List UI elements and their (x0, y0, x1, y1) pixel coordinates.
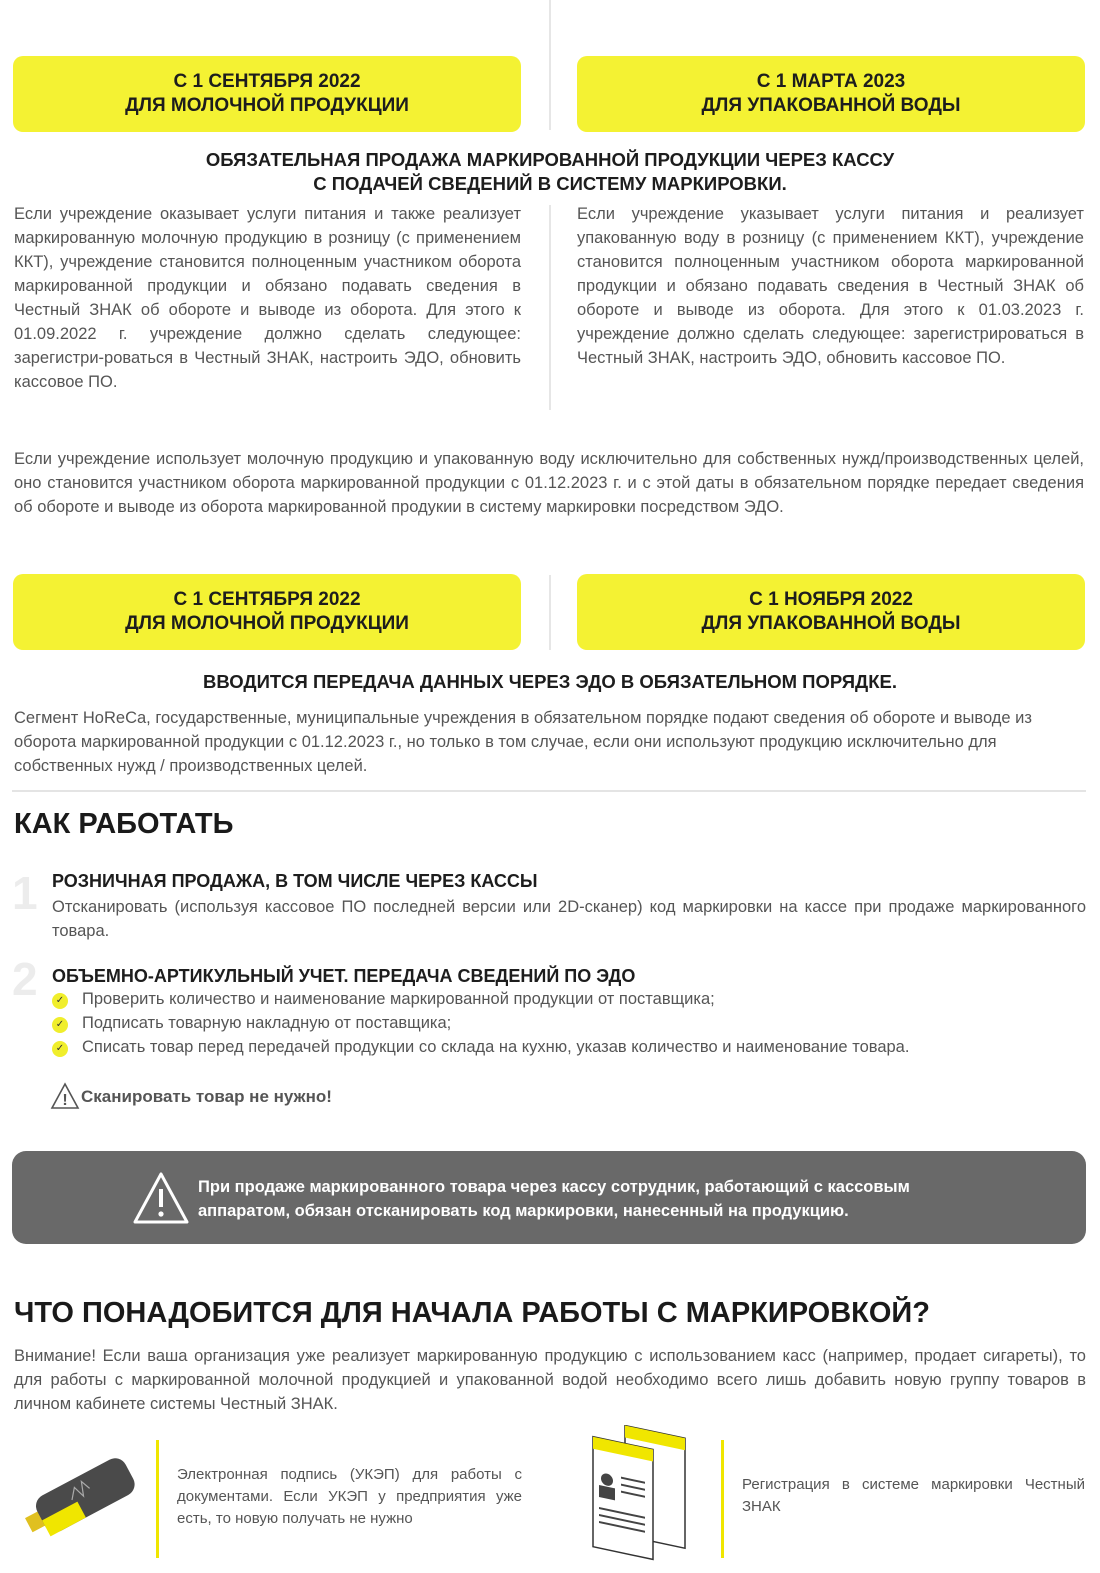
divider (721, 1440, 724, 1558)
how-title: КАК РАБОТАТЬ (14, 808, 234, 840)
list-item: Списать товар перед передачей продукции со склада на кухню, указав количество и наименование товара. (82, 1038, 910, 1056)
card-line: ДЛЯ УПАКОВАННОЙ ВОДЫ (701, 95, 961, 116)
title-line: ОБЯЗАТЕЛЬНАЯ ПРОДАЖА МАРКИРОВАННОЙ ПРОДУКЦИИ ЧЕРЕЗ КАССУ (205, 149, 895, 170)
section-title: ВВОДИТСЯ ПЕРЕДАЧА ДАННЫХ ЧЕРЕЗ ЭДО В ОБЯЗАТЕЛЬНОМ ПОРЯДКЕ. (202, 671, 897, 692)
svg-text:!: ! (62, 1092, 68, 1109)
need-item-text: Регистрация в системе маркировки Честный ЗНАК (742, 1476, 1085, 1515)
step-title: РОЗНИЧНАЯ ПРОДАЖА, В ТОМ ЧИСЛЕ ЧЕРЕЗ КАССЫ (52, 871, 538, 891)
card-water-date (577, 574, 1085, 650)
warning-icon (50, 1082, 80, 1110)
list-item: Проверить количество и наименование маркированной продукции от поставщика; (82, 990, 715, 1008)
water-text: Если учреждение указывает услуги питания и реализует упакованную воду в розницу (с применением ККТ), учреждение становится полноценным участником оборота маркированной продукции и обязано подавать сведения в Честный ЗНАК об обороте и выводе из оборота. Для этого к 01.03.2023 г. учреждение должно сделать следующее: зарегистрироваться в Честный ЗНАК, настроить ЭДО, обновить кассовое ПО. (577, 205, 1084, 367)
section-title (14, 148, 1086, 196)
divider (549, 0, 551, 130)
divider (156, 1440, 159, 1558)
list-item: Подписать товарную накладную от поставщика; (82, 1014, 452, 1032)
card-line: ДЛЯ МОЛОЧНОЙ ПРОДУКЦИИ (125, 613, 409, 634)
need-text: Внимание! Если ваша организация уже реализует маркированную продукцию с использованием касс (например, продает сигареты), то для работы с маркированной молочной продукцией и упакованной водой необходимо всего лишь добавить новую группу товаров в личном кабинете системы Честный ЗНАК. (14, 1347, 1086, 1413)
title-line: С ПОДАЧЕЙ СВЕДЕНИЙ В СИСТЕМУ МАРКИРОВКИ. (313, 173, 787, 194)
card-dairy-date (13, 574, 521, 650)
step-text: Отсканировать (используя кассовое ПО последней версии или 2D-сканер) код маркировки на кассе при продаже маркированного товара. (52, 898, 1086, 940)
step-title: ОБЪЕМНО-АРТИКУЛЬНЫЙ УЧЕТ. ПЕРЕДАЧА СВЕДЕНИЙ ПО ЭДО (52, 966, 636, 986)
own-needs-note: Если учреждение использует молочную продукцию и упакованную воду исключительно для собственных нужд/производственных целей, оно становится участником оборота маркированной продукции с 01.12.2023 г. и с этой даты в обязательном порядке передает сведения об обороте и выводе из оборота маркированной продукии в систему маркировки посредством ЭДО. (14, 450, 1084, 516)
info-banner (12, 1151, 1086, 1244)
card-line: С 1 НОЯБРЯ 2022 (749, 589, 913, 610)
documents-icon (585, 1425, 695, 1570)
card-line: С 1 СЕНТЯБРЯ 2022 (173, 71, 361, 92)
usb-token-icon (10, 1450, 140, 1540)
warning-icon (132, 1171, 190, 1225)
check-icon: ✓ (52, 993, 68, 1009)
check-icon: ✓ (52, 1041, 68, 1057)
divider (549, 205, 551, 410)
banner-text: При продаже маркированного товара через кассу сотрудник, работающий с кассовым аппаратом, обязан отсканировать код маркировки, нанесенный на продукцию. (198, 1178, 910, 1220)
step-number: 1 (12, 867, 38, 919)
warning-text: Сканировать товар не нужно! (81, 1087, 332, 1106)
card-water-date (577, 56, 1085, 132)
horeca-text: Сегмент HoReCa, государственные, муниципальные учреждения в обязательном порядке подают сведения об обороте и выводе из оборота маркированной продукции с 01.12.2023 г., но только в том случае, если они используют продукцию исключительно для собственных нужд / производственных целей. (14, 709, 1032, 775)
step-number: 2 (12, 953, 38, 1005)
card-line: С 1 МАРТА 2023 (756, 71, 906, 92)
card-line: ДЛЯ МОЛОЧНОЙ ПРОДУКЦИИ (125, 95, 409, 116)
divider (12, 790, 1086, 792)
dairy-text: Если учреждение оказывает услуги питания и также реализует маркированную молочную продукцию в розницу (с применением ККТ), учреждение становится полноценным участником оборота маркированной продукции и обязано подавать сведения в Честный ЗНАК об обороте и выводе из оборота. Для этого к 01.09.2022 г. учреждение должно сделать следующее: зарегистри-роваться в Честный ЗНАК, настроить ЭДО, обновить кассовое ПО. (14, 205, 521, 391)
card-line: ДЛЯ УПАКОВАННОЙ ВОДЫ (701, 613, 961, 634)
need-item-text: Электронная подпись (УКЭП) для работы с документами. Если УКЭП у предприятия уже есть, то новую получать не нужно (177, 1466, 522, 1527)
card-line: С 1 СЕНТЯБРЯ 2022 (173, 589, 361, 610)
divider (549, 575, 551, 650)
check-icon: ✓ (52, 1017, 68, 1033)
card-dairy-date (13, 56, 521, 132)
need-title: ЧТО ПОНАДОБИТСЯ ДЛЯ НАЧАЛА РАБОТЫ С МАРКИРОВКОЙ? (14, 1297, 930, 1329)
